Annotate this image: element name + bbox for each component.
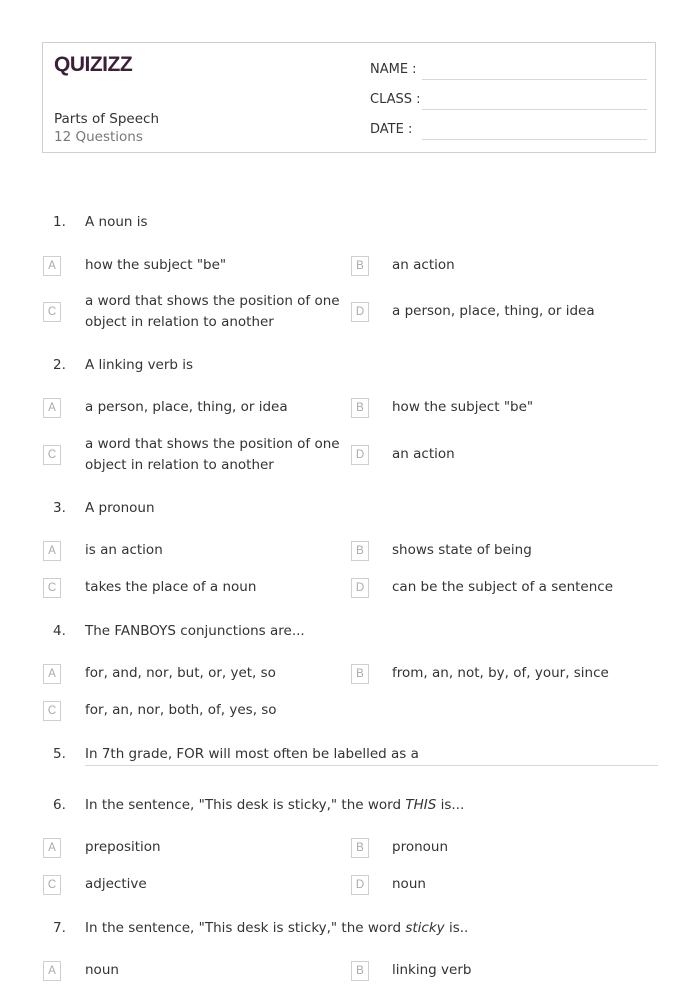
option-letter-box: C — [43, 578, 61, 598]
question-text: A noun is — [85, 214, 148, 230]
option-text: for, an, nor, both, of, yes, so — [85, 702, 277, 718]
option-letter-box: D — [351, 445, 369, 465]
option-text: a person, place, thing, or idea — [392, 303, 595, 319]
option-text: how the subject "be" — [85, 257, 227, 273]
option-text: takes the place of a noun — [85, 579, 257, 595]
option-text: a person, place, thing, or idea — [85, 399, 288, 415]
option-letter-box: A — [43, 398, 61, 418]
date-field[interactable] — [370, 119, 647, 149]
option-letter-box: D — [351, 578, 369, 598]
question-number: 2. — [53, 357, 66, 373]
question-text: In the sentence, "This desk is sticky," the word THIS is... — [85, 797, 465, 813]
option-letter-box: B — [351, 961, 369, 981]
name-label: NAME : — [370, 62, 417, 77]
question-text: In the sentence, "This desk is sticky," the word sticky is.. — [85, 920, 469, 936]
option-text: shows state of being — [392, 542, 532, 558]
option-text: preposition — [85, 839, 161, 855]
date-line[interactable] — [422, 139, 647, 140]
option-letter-box: A — [43, 961, 61, 981]
option-text: linking verb — [392, 962, 472, 978]
worksheet-header — [42, 42, 656, 153]
option-text-line2: object in relation to another — [85, 314, 274, 330]
option-letter-box: B — [351, 256, 369, 276]
question-text: A linking verb is — [85, 357, 194, 373]
option-text: for, and, nor, but, or, yet, so — [85, 665, 276, 681]
option-text-line1: a word that shows the position of one — [85, 293, 340, 309]
question-count: 12 Questions — [54, 129, 143, 145]
option-letter-box: A — [43, 256, 61, 276]
option-text: from, an, not, by, of, your, since — [392, 665, 609, 681]
option-letter-box: A — [43, 541, 61, 561]
worksheet-title: Parts of Speech — [54, 111, 160, 127]
answer-line[interactable] — [85, 765, 658, 766]
question-number: 4. — [53, 623, 66, 639]
class-label: CLASS : — [370, 92, 421, 107]
option-letter-box: C — [43, 302, 61, 322]
option-letter-box: C — [43, 875, 61, 895]
option-text-line1: a word that shows the position of one — [85, 436, 340, 452]
question-number: 5. — [53, 746, 66, 762]
option-text: an action — [392, 446, 455, 462]
option-letter-box: B — [351, 398, 369, 418]
option-text: pronoun — [392, 839, 449, 855]
quizizz-logo: QUIZIZZ — [54, 53, 133, 76]
option-text-line2: object in relation to another — [85, 457, 274, 473]
option-letter-box: D — [351, 302, 369, 322]
option-text: adjective — [85, 876, 147, 892]
name-line[interactable] — [422, 79, 647, 80]
option-letter-box: B — [351, 664, 369, 684]
option-text: how the subject "be" — [392, 399, 534, 415]
option-letter-box: C — [43, 445, 61, 465]
class-line[interactable] — [422, 109, 647, 110]
option-letter-box: A — [43, 838, 61, 858]
student-info-fields — [370, 59, 647, 149]
option-letter-box: C — [43, 701, 61, 721]
option-text: noun — [85, 962, 119, 978]
question-text: In 7th grade, FOR will most often be labelled as a — [85, 746, 419, 762]
option-letter-box: B — [351, 541, 369, 561]
question-number: 6. — [53, 797, 66, 813]
question-number: 7. — [53, 920, 66, 936]
option-text: an action — [392, 257, 455, 273]
class-field[interactable] — [370, 89, 647, 119]
question-number: 3. — [53, 500, 66, 516]
question-number: 1. — [53, 214, 66, 230]
date-label: DATE : — [370, 122, 413, 137]
name-field[interactable] — [370, 59, 647, 89]
option-letter-box: A — [43, 664, 61, 684]
question-text: The FANBOYS conjunctions are... — [85, 623, 305, 639]
option-text: noun — [392, 876, 426, 892]
option-letter-box: B — [351, 838, 369, 858]
option-text: can be the subject of a sentence — [392, 579, 614, 595]
option-letter-box: D — [351, 875, 369, 895]
question-text: A pronoun — [85, 500, 155, 516]
option-text: is an action — [85, 542, 163, 558]
